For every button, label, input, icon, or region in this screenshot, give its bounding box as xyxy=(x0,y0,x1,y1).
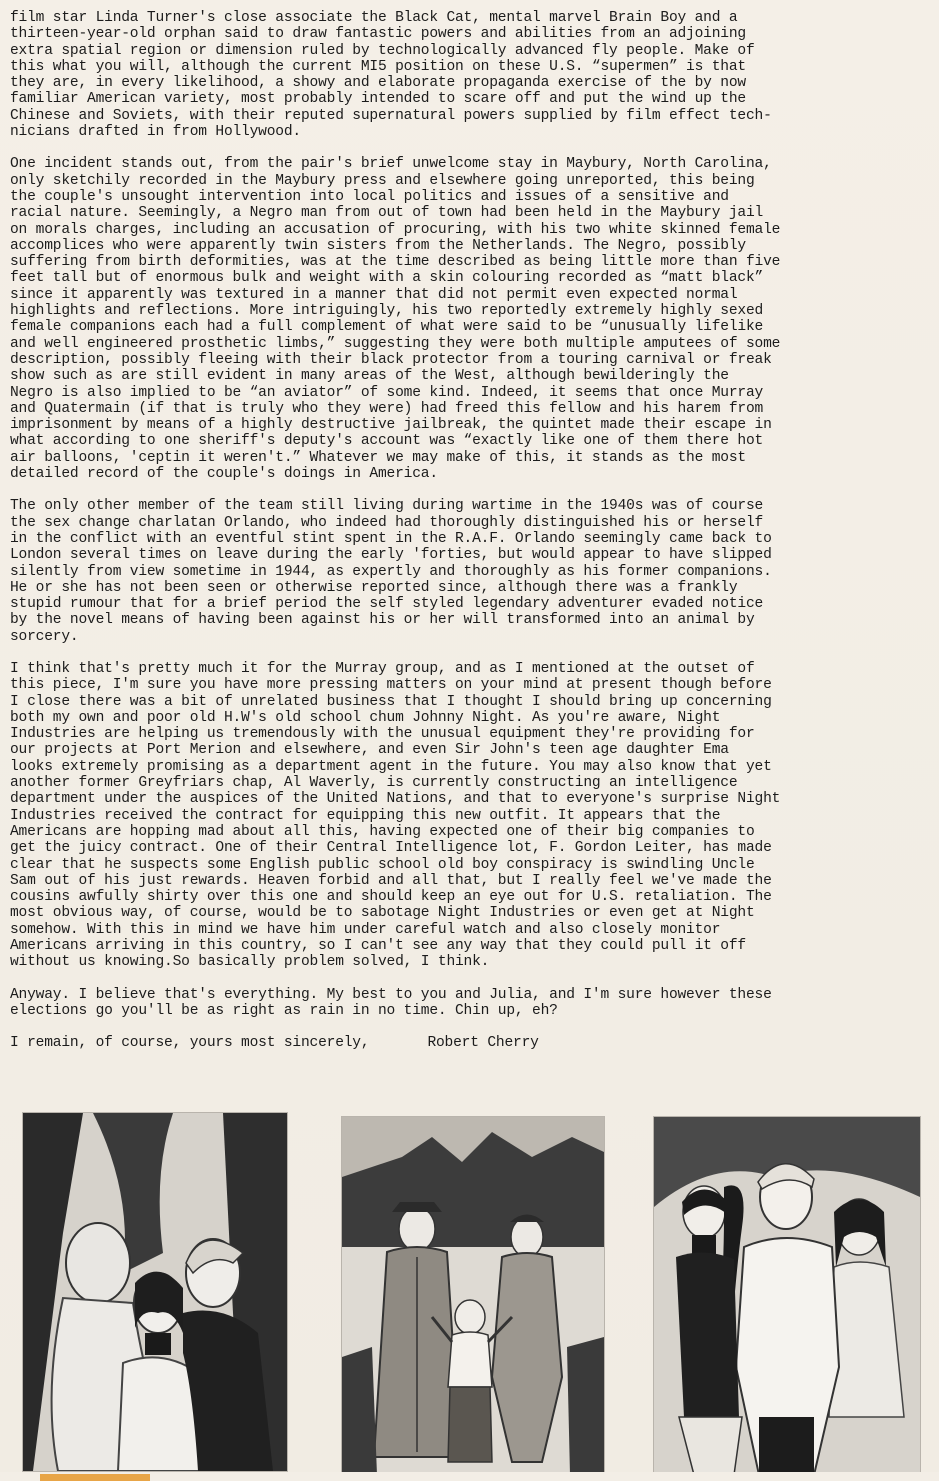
illustration-left xyxy=(22,1112,288,1472)
illustration-right xyxy=(653,1116,921,1476)
letter-body xyxy=(10,10,922,1052)
paragraph-4: I think that's pretty much it for the Murray group, and as I mentioned at the outset of this piece, I'm sure you have more pressing matters on your mind at present though before I close there was a bit of unrelated business that I thought I should bring up concerning both my own and poor old H.W's old school chum Johnny Night. As you're aware, Night Industries are helping us tremendously with the unusual equipment they're providing for our projects at Port Merion and elsewhere, and even Sir John's teen age daughter Ema looks extremely promising as a department agent in the future. You may also know that yet another former Greyfriars chap, Al Waverly, is currently constructing an intelligence department under the auspices of the United Nations, and that to everyone's surprise Night Industries received the contract for equipping this new outfit. It appears that the Americans are hopping mad about all this, having expected one of their big companies to get the juicy contract. One of their Central Intelligence lot, F. Gordon Leiter, has made clear that he suspects some English public school old boy conspiracy is swindling Uncle Sam out of his just rewards. Heaven forbid and all that, but I really feel we've made the cousins awfully shirty over this one and should keep an eye out for U.S. retaliation. The most obvious way, of course, would be to sabotage Night Industries or even get at Night somehow. With this in mind we have him under careful watch and also closely monitor Americans arriving in this country, so I can't see any way that they could pull it off without us knowing.So basically problem solved, I think. xyxy=(10,660,781,971)
signature: Robert Cherry xyxy=(427,1035,539,1052)
closing-line: I remain, of course, yours most sincerely, xyxy=(10,1035,370,1052)
paragraph-5: Anyway. I believe that's everything. My best to you and Julia, and I'm sure however these elections go you'll be as right as rain in no time. Chin up, eh? xyxy=(10,986,772,1019)
paragraph-1: film star Linda Turner's close associate the Black Cat, mental marvel Brain Boy and a thirteen-year-old orphan said to draw fantastic powers and abilities from an adjoining extra spatial region or dimension ruled by technologically advanced fly people. Make of this what you will, although the current MI5 position on these U.S. “supermen” is that they are, in every likelihood, a showy and elaborate propaganda exercise of the by now familiar American variety, most probably intended to scare off and put the wind up the Chinese and Soviets, with their reputed supernatural powers supplied by film effect tech- nicians drafted in from Hollywood. xyxy=(10,10,772,141)
paragraph-3: The only other member of the team still living during wartime in the 1940s was of course the sex change charlatan Orlando, who indeed had thoroughly distinguished his or herself in the conflict with an eventful stint spent in the R.A.F. Orlando seemingly came back to London several times on leave during the early 'forties, but would appear to have slipped silently from view sometime in 1944, as expertly and thoroughly as his former companions. He or she has not been seen or otherwise reported since, although there was a frankly stupid rumour that for a brief period the self styled legendary adventurer evaded notice by the novel means of having been against his or her will transformed into an animal by sorcery. xyxy=(10,498,772,645)
page-tab-marker xyxy=(40,1474,150,1481)
sign-off xyxy=(10,1035,922,1051)
illustration-center xyxy=(341,1116,605,1476)
paragraph-2: One incident stands out, from the pair's brief unwelcome stay in Maybury, North Carolina, only sketchily recorded in the Maybury press and elsewhere going unreported, this being the couple's unsought intervention into local politics and issues of a sensitive and racial nature. Seemingly, a Negro man from out of town had been held in the Maybury jail on morals charges, including an accusation of procuring, with his two white skinned female accomplices who were apparently twin sisters from the Netherlands. The Negro, possibly suffering from birth deformities, was at the time described as being little more than five feet tall but of enormous bulk and weight with a skin colouring recorded as “matt black” since it apparently was textured in a manner that did not permit even expected normal highlights and reflections. More intriguingly, his two reportedly extremely highly sexed female companions each had a full complement of what were said to be “unusually lifelike and well engineered prosthetic limbs,” suggesting they were both multiple amputees of some description, possibly fleeing with their black protector from a touring carnival or freak show such as are still evident in many areas of the West, although bewilderingly the Negro is also implied to be “an aviator” of some kind. Indeed, it seems that once Murray and Quatermain (if that is truly who they were) had freed this fellow and his harem from imprisonment by means of a highly destructive jailbreak, the quintet made their escape in what according to one sheriff's deputy's account was “exactly like one of them there hot air balloons, 'ceptin it weren't.” Whatever we may make of this, it stands as the most detailed record of the couple's doings in America. xyxy=(10,156,781,483)
